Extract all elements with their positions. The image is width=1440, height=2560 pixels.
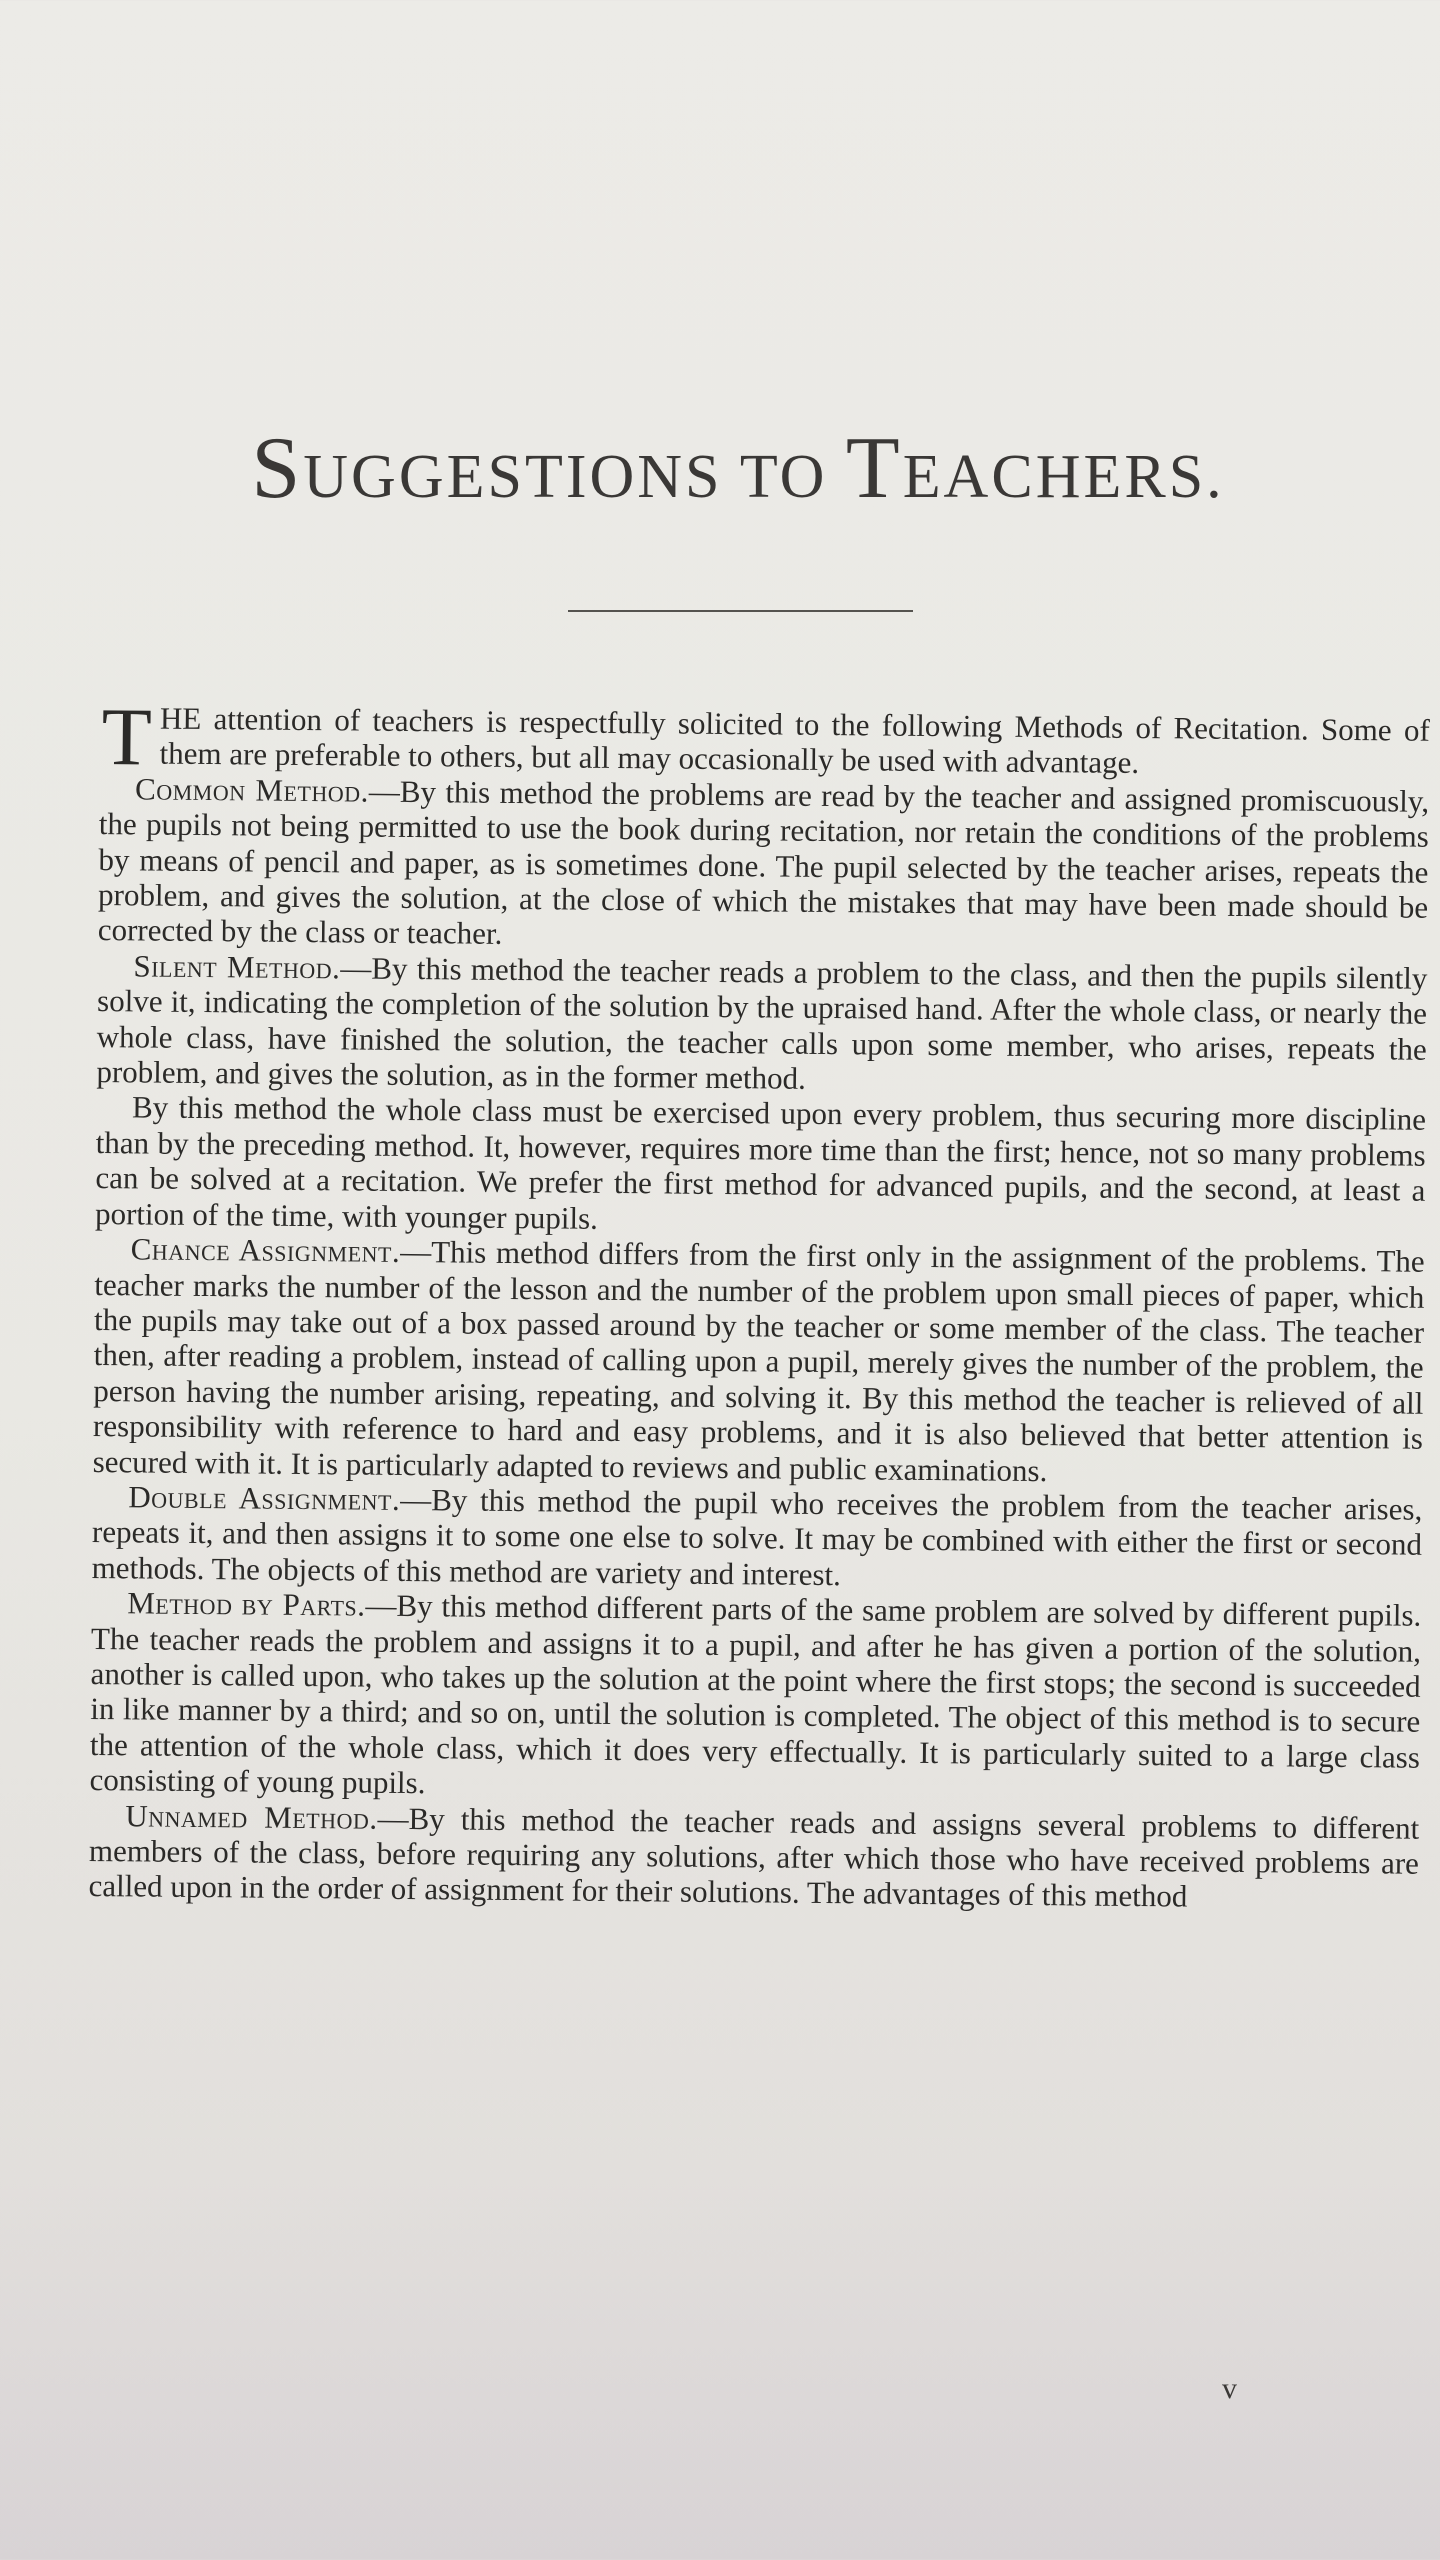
section-text: —By this method the problems are read by the teacher and assigned promiscuously, the pupils not being permitted to use the book during recitation, nor retain the conditions of the problems by means of pencil and paper, as is sometimes done. The pupil selected by the teacher arises, repeats the problem, and gives the solution, at the close of which the mistakes that may have been made should be corrected by the class or teacher. (97, 773, 1430, 952)
section-text: —By this method different parts of the same problem are solved by different pupils. The teacher reads the problem and assigns it to a pupil, and after he has given a portion of the solution, another is called upon, who takes up the solution at the point where the first stops; the second is succeeded in like manner by a third; and so on, until the solution is completed. The object of this method is to secure the attention of the whole class, which it does very effectually. It is particularly suited to a large class consisting of young pupils. (89, 1587, 1422, 1801)
paragraph-double-assignment (92, 1479, 1423, 1598)
section-heading: Method by Parts. (127, 1585, 366, 1623)
title-text-2: EACHERS. (902, 443, 1225, 511)
title-initial-2: T (845, 420, 903, 517)
paragraph-method-by-parts (89, 1585, 1421, 1810)
section-heading: Double Assignment. (128, 1479, 401, 1517)
section-text: —By this method the teacher reads and assigns several problems to different members of the class, before requiring any solutions, after which those who have received problems are called upon in the order of assignment for their solutions. The advantages of this method (88, 1800, 1420, 1914)
section-heading: Silent Method. (133, 948, 341, 986)
section-text: —By this method the teacher reads a problem to the class, and then the pupils silently solve it, indicating the completion of the solution by the upraised hand. After the whole class, or nearly the whole class, have finished the solution, the teacher calls upon some member, who arises, repeats the problem, and gives the solution, as in the former method. (96, 950, 1428, 1096)
section-text: By this method the whole class must be exercised upon every problem, thus securing more discipline than by the preceding method. It, however, requires more time than the first; hence, not so many problems can be solved at a recitation. We prefer the first method for advanced pupils, and the second, at least a portion of the time, with younger pupils. (94, 1089, 1427, 1236)
intro-paragraph (99, 691, 1430, 784)
drop-cap: T (101, 691, 153, 783)
signature-mark: v (1222, 2372, 1237, 2405)
section-text: —By this method the pupil who receives the problem from the teacher arises, repeats it, and then assigns it to some one else to solve. It may be combined with either the first or second methods. The objects of this method are variety and interest. (91, 1481, 1423, 1592)
paragraph-common-method (98, 771, 1430, 961)
intro-text: HE attention of teachers is respectfully solicited to the following Methods of Recitation. Some of them are preferable to others, but all may occasionally be used with advantage. (159, 700, 1430, 781)
section-heading: Chance Assignment. (130, 1231, 401, 1269)
title-divider (568, 610, 913, 612)
body-text (88, 691, 1430, 1917)
paragraph-unnamed-method (88, 1798, 1419, 1917)
title-text-1: UGGESTIONS TO (303, 443, 846, 511)
paragraph-chance-assignment (93, 1231, 1425, 1492)
section-heading: Unnamed Method. (125, 1797, 378, 1836)
section-text: —This method differs from the first only in the assignment of the problems. The teacher marks the number of the lesson and the number of the problem upon small pieces of paper, which the pupils may take out of a box passed around by the teacher or some member of the class. The teacher then, after reading a problem, instead of calling upon a pupil, merely gives the number of the problem, the person having the number arising, repeating, and solving it. By this method the teacher is relieved of all responsibility with reference to hard and easy problems, and it is also believed that better attention is secured with it. It is particularly adapted to reviews and public examinations. (92, 1234, 1425, 1488)
paragraph-silent-method-continued (95, 1089, 1426, 1243)
paragraph-silent-method (96, 948, 1427, 1102)
page-title (18, 418, 1440, 519)
section-heading: Common Method. (134, 771, 370, 809)
title-initial-1: S (251, 420, 304, 517)
